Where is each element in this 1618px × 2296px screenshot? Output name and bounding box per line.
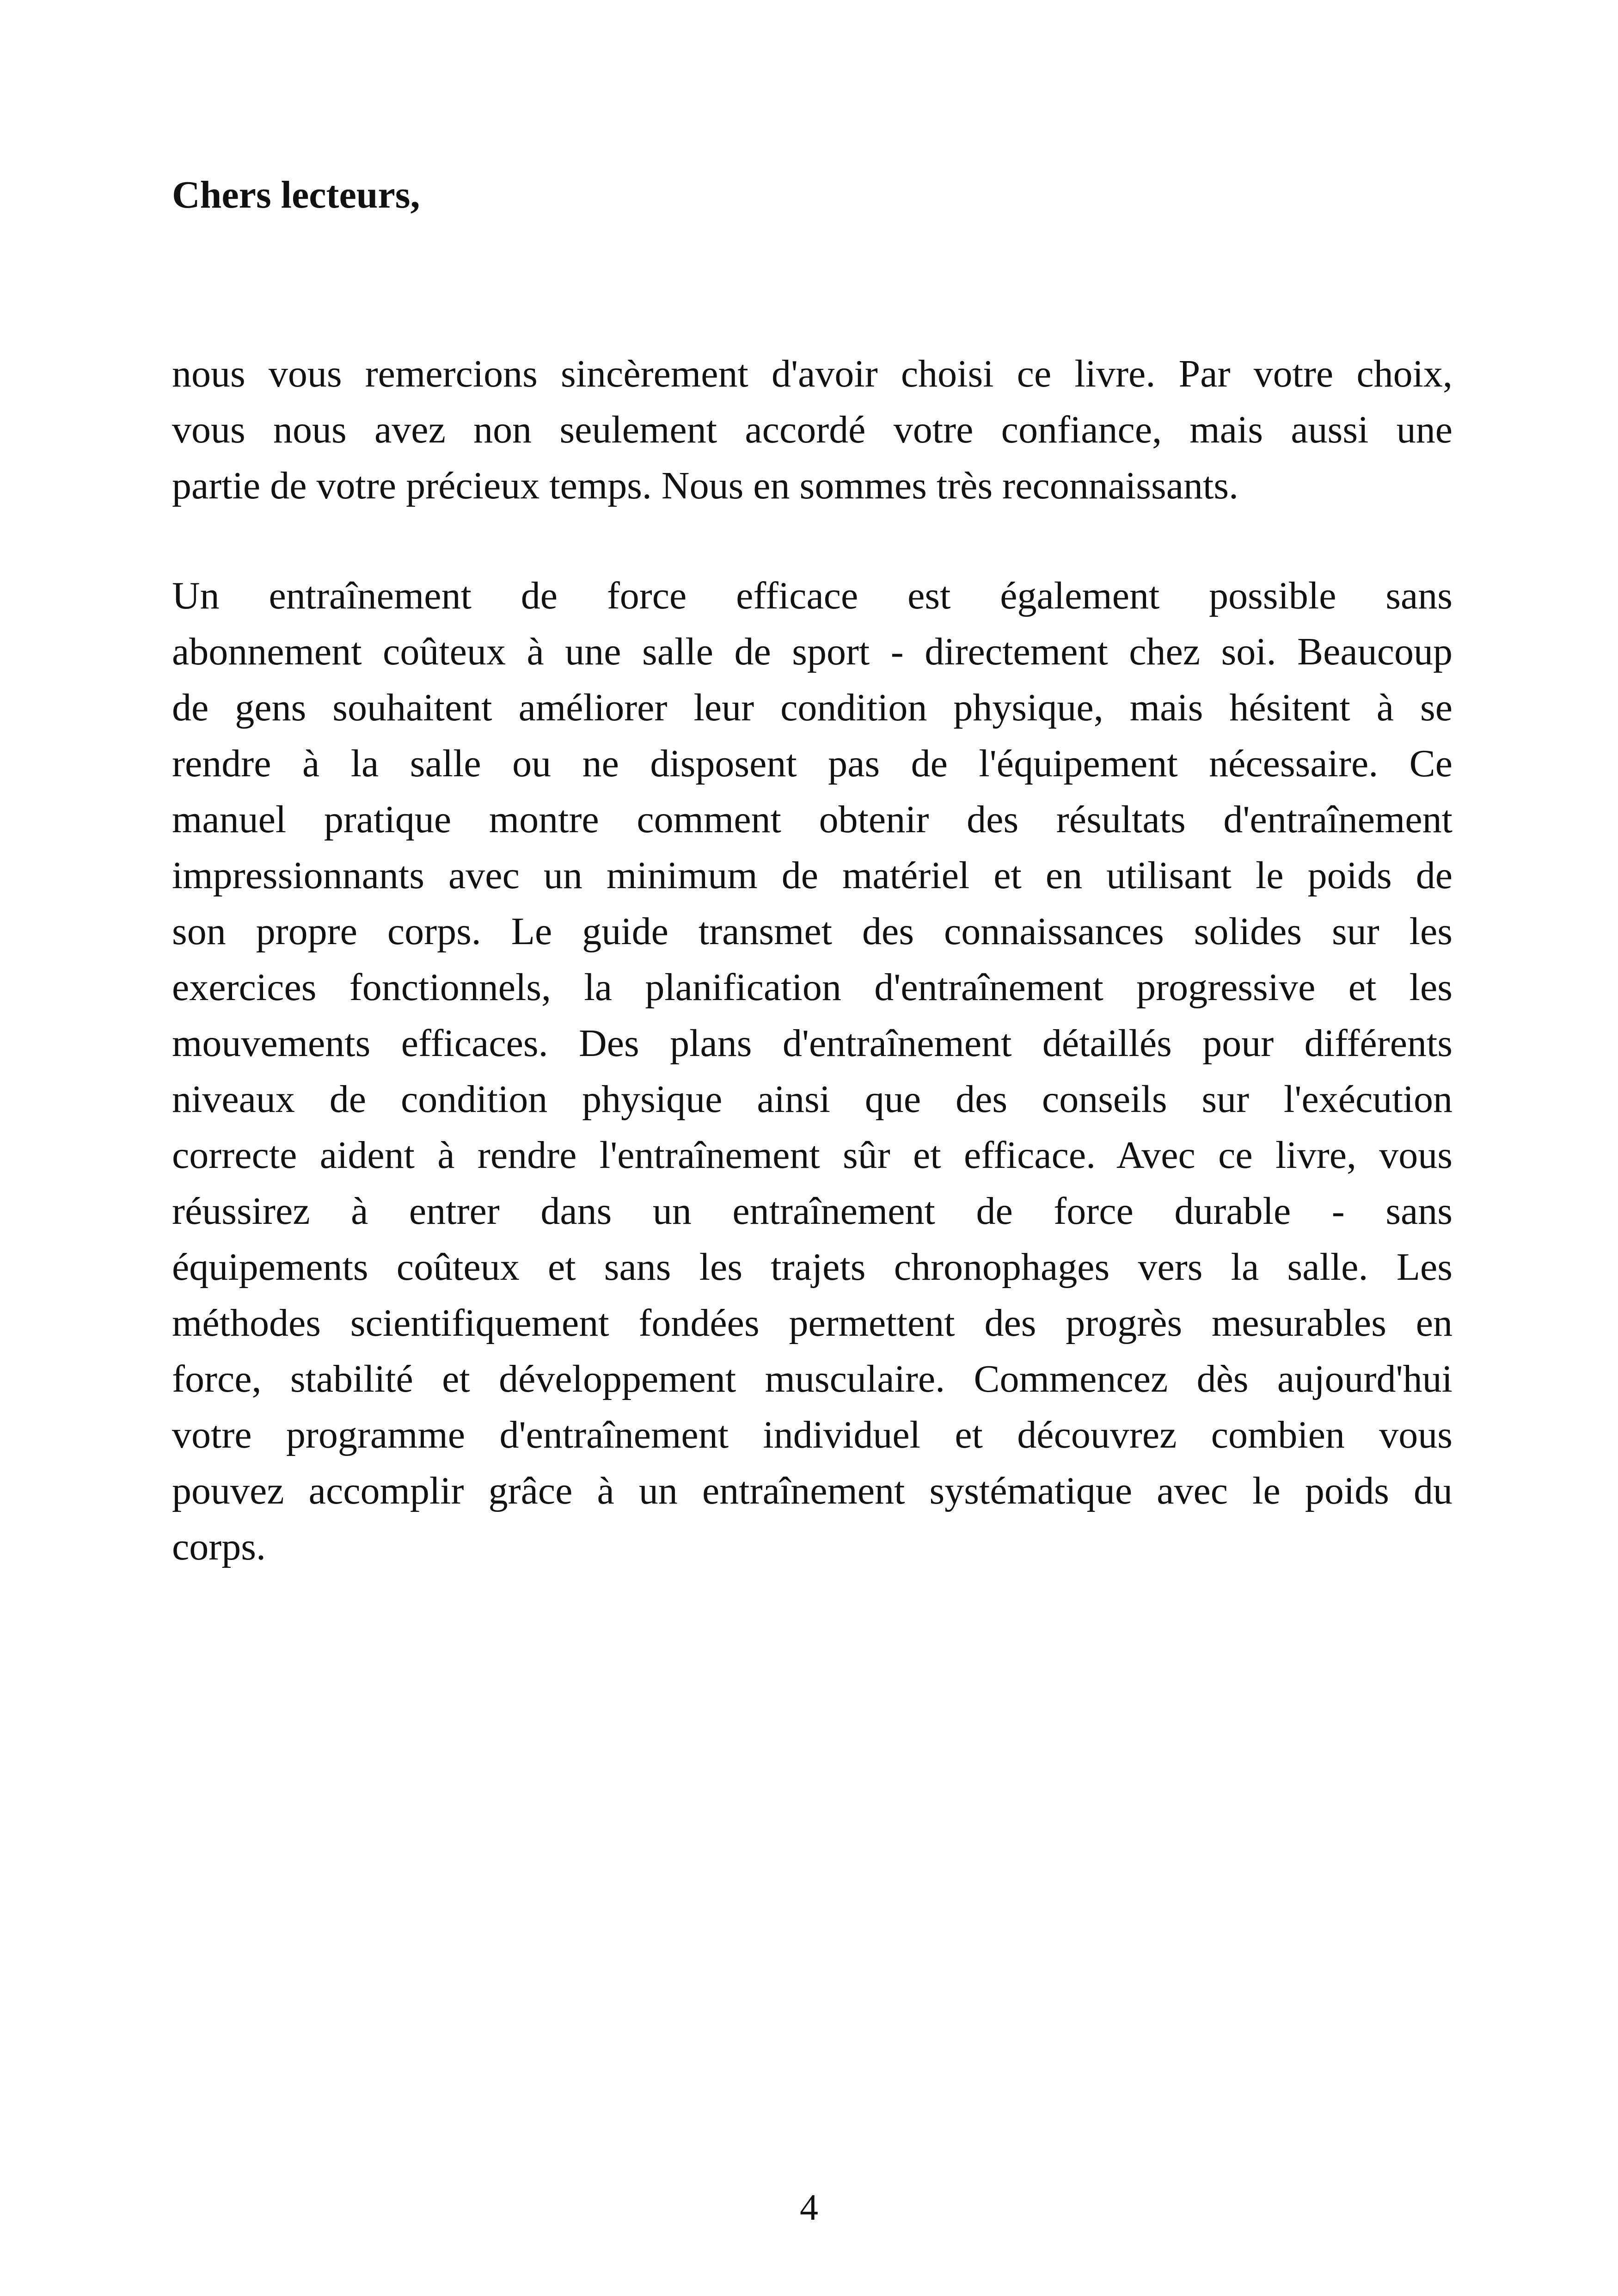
paragraph-line: méthodes scientifiquement fondées permettent des progrès mesurables en xyxy=(172,1301,1453,1344)
paragraph-intro xyxy=(172,568,1453,1575)
paragraph-line: vous nous avez non seulement accordé votre confiance, mais aussi une xyxy=(172,408,1453,451)
paragraph-line: exercices fonctionnels, la planification d'entraînement progressive et les xyxy=(172,966,1453,1009)
paragraph-line: réussirez à entrer dans un entraînement de force durable - sans xyxy=(172,1190,1453,1233)
page-number: 4 xyxy=(800,2187,818,2228)
paragraph-line: corps. xyxy=(172,1525,266,1568)
paragraph-line: force, stabilité et développement musculaire. Commencez dès aujourd'hui xyxy=(172,1357,1453,1400)
paragraph-line: nous vous remercions sincèrement d'avoir choisi ce livre. Par votre choix, xyxy=(172,352,1453,395)
paragraph-line: correcte aident à rendre l'entraînement sûr et efficace. Avec ce livre, vous xyxy=(172,1134,1453,1177)
paragraph-line: de gens souhaitent améliorer leur condition physique, mais hésitent à se xyxy=(172,686,1453,729)
paragraph-line: équipements coûteux et sans les trajets chronophages vers la salle. Les xyxy=(172,1246,1453,1289)
paragraph-line: manuel pratique montre comment obtenir des résultats d'entraînement xyxy=(172,798,1453,841)
paragraph-line: mouvements efficaces. Des plans d'entraînement détaillés pour différents xyxy=(172,1022,1453,1065)
paragraph-line: Un entraînement de force efficace est également possible sans xyxy=(172,574,1453,617)
paragraph-line: abonnement coûteux à une salle de sport - directement chez soi. Beaucoup xyxy=(172,630,1453,673)
paragraph-line: impressionnants avec un minimum de matériel et en utilisant le poids de xyxy=(172,854,1453,897)
paragraph-thanks xyxy=(172,346,1453,514)
paragraph-line: niveaux de condition physique ainsi que des conseils sur l'exécution xyxy=(172,1078,1453,1121)
paragraph-line: son propre corps. Le guide transmet des connaissances solides sur les xyxy=(172,910,1453,953)
paragraph-line: rendre à la salle ou ne disposent pas de l'équipement nécessaire. Ce xyxy=(172,742,1453,785)
paragraph-line: votre programme d'entraînement individuel et découvrez combien vous xyxy=(172,1413,1453,1456)
paragraph-line: partie de votre précieux temps. Nous en sommes très reconnaissants. xyxy=(172,464,1239,507)
paragraph-line: pouvez accomplir grâce à un entraînement systématique avec le poids du xyxy=(172,1469,1453,1512)
salutation-heading: Chers lecteurs, xyxy=(172,173,420,216)
